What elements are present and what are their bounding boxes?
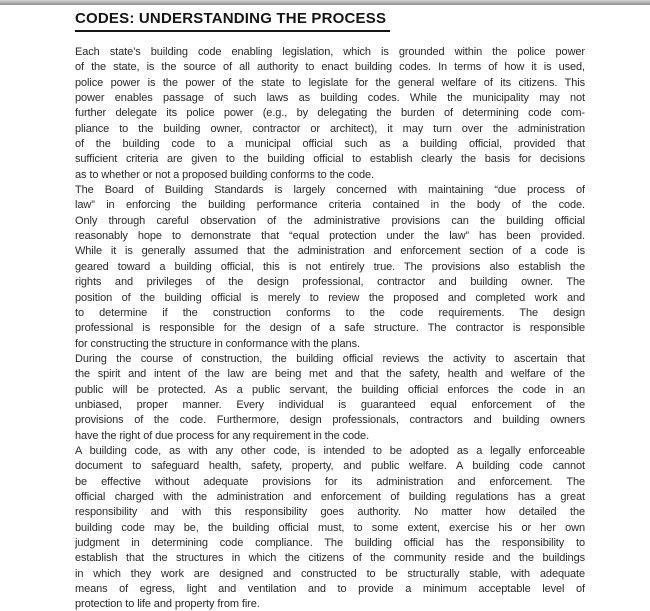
text-line: geared toward a building official, this is not entirely true. The provisions also establish the (75, 260, 585, 273)
text-line: A building code, as with any other code, is intended to be adopted as a legally enforceable (75, 444, 585, 457)
text-line: have the right of due process for any requirement in the code. (75, 429, 370, 442)
text-line: be effective without adequate provisions for its administration and enforcement. The (75, 475, 585, 488)
text-line: public will be protected. As a public servant, the building official enforces the code in an (75, 383, 585, 396)
text-line: law” in enforcing the building performance criteria contained in the body of the code. (75, 199, 585, 212)
text-line: building code may be, the building official must, to some extent, exercise his or her own (75, 521, 585, 534)
text-line: further delegate its police power (e.g., by delegating the burden of determining code com- (75, 107, 585, 120)
text-line: unbiased, proper manner. Every individual is guaranteed equal enforcement of the (75, 398, 585, 411)
text-line: for constructing the structure in conformance with the plans. (75, 337, 360, 350)
text-line: the spirit and intent of the law are being met and that the safety, health and welfare of the (75, 368, 585, 381)
text-line: pliance to the building owner, contractor or architect), it may turn over the administration (75, 122, 585, 135)
text-line: police power is the power of the state to legislate for the general welfare of its citizens. This (75, 76, 585, 89)
text-line: rights and privileges of the design professional, contractor and building owner. The (75, 276, 585, 289)
text-line: professional is responsible for the design of a safe structure. The contractor is responsible (75, 322, 585, 335)
text-line: protection to life and property from fire. (75, 598, 260, 611)
text-line: provisions of the code. Furthermore, design professionals, contractors and building owners (75, 414, 585, 427)
document-body (75, 45, 585, 611)
text-line: to determine if the construction conforms to the code requirements. The design (75, 306, 585, 319)
text-line: document to safeguard health, safety, property, and public welfare. A building code cannot (75, 460, 585, 473)
text-line: establish that the structures in which the citizens of the community reside and the buildings (75, 552, 585, 565)
text-line: means of egress, light and ventilation and to provide a minimum acceptable level of (75, 583, 585, 596)
text-line: Only through careful observation of the administrative provisions can the building official (75, 214, 585, 227)
text-line: official charged with the administration and enforcement of building regulations has a great (75, 490, 585, 503)
text-line: reasonably hope to demonstrate that “equal protection under the law” has been provided. (75, 230, 585, 243)
text-line: sufficient criteria are given to the building official to establish clearly the basis for decisions (75, 153, 585, 166)
text-line: responsibility and with this responsibility goes authority. No matter how detailed the (75, 506, 585, 519)
text-line: The Board of Building Standards is largely concerned with maintaining “due process of (75, 184, 585, 197)
text-line: position of the building official is merely to review the proposed and completed work and (75, 291, 585, 304)
text-line: While it is generally assumed that the administration and enforcement section of a code is (75, 245, 585, 258)
text-line: as to whether or not a proposed building conforms to the code. (75, 168, 374, 181)
window-chrome-edge (0, 0, 650, 5)
text-line: of the building code to a municipal official such as a building official, provided that (75, 138, 585, 151)
text-line: Each state’s building code enabling legislation, which is grounded within the police power (75, 46, 585, 58)
text-line: judgment in determining code compliance. The building official has the responsibility to (75, 537, 585, 549)
text-line: of the state, is the source of all authority to enact building codes. In terms of how it is used, (75, 61, 585, 74)
text-line: During the course of construction, the building official reviews the activity to ascertain that (75, 352, 585, 365)
text-line: in which they work are designed and constructed to be structurally stable, with adequate (75, 567, 585, 580)
text-line: power enables passage of such laws as building codes. While the municipality may not (75, 92, 585, 105)
page-title: CODES: UNDERSTANDING THE PROCESS (75, 10, 390, 32)
